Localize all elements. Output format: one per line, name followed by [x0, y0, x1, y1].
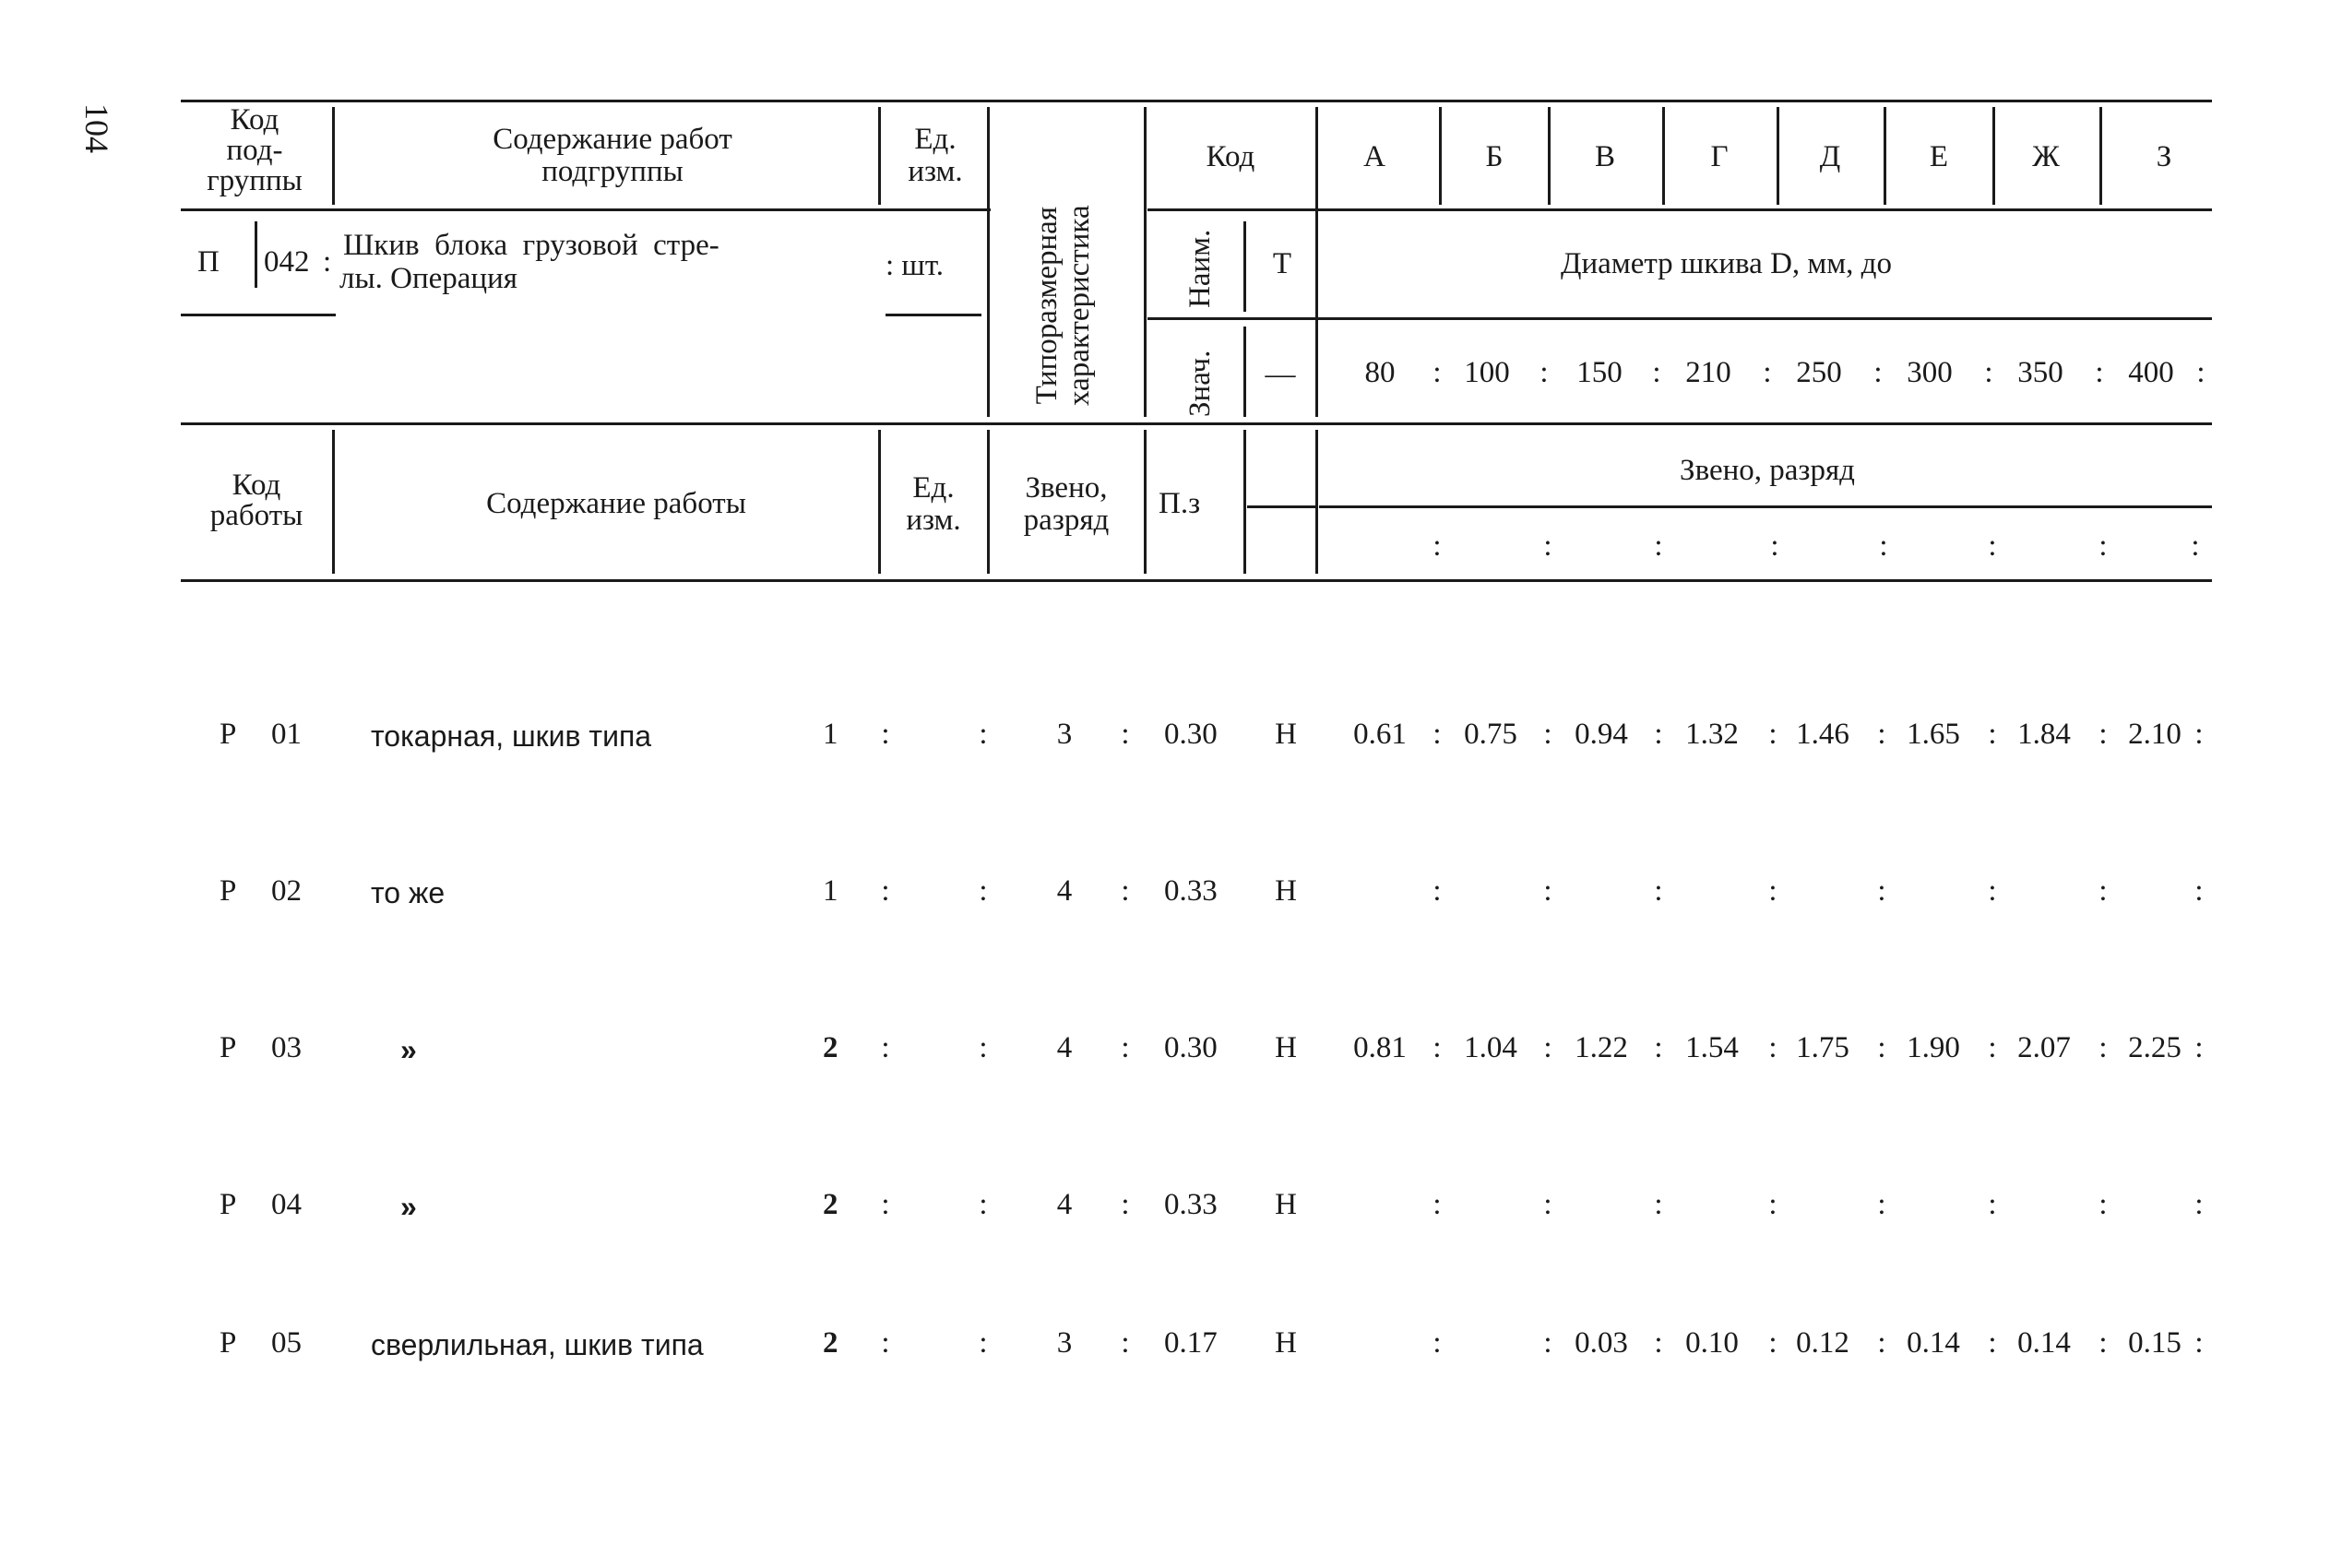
- row-value: 0.81: [1353, 1031, 1407, 1064]
- row-sep: :: [881, 1031, 890, 1064]
- row-pz: 0.17: [1164, 1326, 1218, 1360]
- header2-sep: :: [1879, 529, 1888, 563]
- subgroup-title-line2: лы. Операция: [339, 262, 517, 295]
- row-value-sep: :: [2194, 1326, 2204, 1360]
- row-sep: :: [881, 718, 890, 751]
- diameter-250: 250: [1796, 356, 1842, 389]
- row-value-sep: :: [1988, 1031, 1997, 1064]
- column-header-v: В: [1594, 140, 1616, 173]
- row-value: 0.94: [1575, 718, 1628, 751]
- t-label: Т: [1272, 247, 1292, 280]
- header2-sep: :: [2191, 529, 2200, 563]
- row-quantity: 1: [823, 718, 838, 751]
- subgroup-title-line1: Шкив блока грузовой стре-: [343, 229, 719, 262]
- code-subgroup-label: Код под- группы: [207, 103, 303, 197]
- row-value-sep: :: [2194, 1188, 2204, 1221]
- vrule-e: [1884, 107, 1886, 205]
- row-value-sep: :: [1654, 1188, 1663, 1221]
- row-norm: Н: [1275, 1031, 1297, 1064]
- row-value: 2.10: [2128, 718, 2182, 751]
- row-description: то же: [371, 876, 446, 909]
- row-sep: :: [881, 1188, 890, 1221]
- row-value: 1.04: [1464, 1031, 1517, 1064]
- rule-header2-bottom: [181, 579, 2212, 582]
- content-work-label: Содержание работы: [486, 487, 746, 520]
- row-sep: :: [1121, 874, 1130, 908]
- vrule2-1: [332, 430, 335, 574]
- vrule-znach: [1243, 327, 1246, 417]
- subgroup-letter: П: [197, 245, 220, 279]
- vrule-2: [878, 107, 881, 205]
- diameter-sep: :: [1433, 356, 1442, 389]
- row-rank: 4: [1056, 874, 1073, 908]
- diameter-sep: :: [1652, 356, 1661, 389]
- row-sep: :: [979, 1326, 988, 1360]
- dash-label: —: [1265, 358, 1296, 391]
- row-quantity: 1: [823, 874, 838, 908]
- vrule-a: [1439, 107, 1442, 205]
- row-letter: Р: [220, 718, 237, 751]
- vrule-f: [1992, 107, 1995, 205]
- row-quantity: 2: [823, 1031, 838, 1064]
- row-norm: Н: [1275, 874, 1297, 908]
- row-value-sep: :: [1988, 874, 1997, 908]
- rule-header-mid: [181, 208, 991, 211]
- row-value: 1.46: [1796, 718, 1849, 751]
- vrule2-5: [1243, 430, 1246, 574]
- row-value-sep: :: [1433, 1188, 1442, 1221]
- row-rank: 4: [1056, 1188, 1073, 1221]
- row-description: сверлильная, шкив типа: [371, 1328, 704, 1361]
- row-value: 1.75: [1796, 1031, 1849, 1064]
- row-value-sep: :: [1543, 718, 1552, 751]
- row-value-sep: :: [1654, 718, 1663, 751]
- row-sep: :: [1121, 1326, 1130, 1360]
- diameter-150: 150: [1576, 356, 1623, 389]
- row-value-sep: :: [2194, 874, 2204, 908]
- subgroup-code-colon: :: [323, 245, 332, 279]
- row-pz: 0.30: [1164, 718, 1218, 751]
- row-sep: :: [1121, 718, 1130, 751]
- row-value-sep: :: [1433, 1326, 1442, 1360]
- row-value-sep: :: [1768, 1031, 1777, 1064]
- row-value: 1.54: [1685, 1031, 1739, 1064]
- link-rank-label-2: Звено, разряд: [1680, 454, 1855, 487]
- subgroup-code: 042: [264, 245, 310, 279]
- row-rank: 3: [1056, 718, 1073, 751]
- row-norm: Н: [1275, 1188, 1297, 1221]
- row-value: 0.03: [1575, 1326, 1628, 1360]
- row-sep: :: [979, 874, 988, 908]
- row-value-sep: :: [1654, 1326, 1663, 1360]
- diameter-210: 210: [1685, 356, 1731, 389]
- row-sep: :: [881, 874, 890, 908]
- row-value-sep: :: [2098, 1326, 2108, 1360]
- diameter-300: 300: [1907, 356, 1953, 389]
- row-sep: :: [881, 1326, 890, 1360]
- row-sep: :: [979, 718, 988, 751]
- row-value-sep: :: [1988, 1188, 1997, 1221]
- row-value: 2.07: [2017, 1031, 2071, 1064]
- row-pz: 0.30: [1164, 1031, 1218, 1064]
- row-value-sep: :: [1543, 1326, 1552, 1360]
- vrule-4: [1144, 107, 1147, 417]
- rule-zveno: [1247, 505, 1317, 508]
- row-value-sep: :: [2098, 1188, 2108, 1221]
- row-rank: 4: [1056, 1031, 1073, 1064]
- vrule-g: [2099, 107, 2102, 205]
- row-code: 04: [271, 1188, 302, 1221]
- row-value-sep: :: [1877, 874, 1886, 908]
- row-value: 1.32: [1685, 718, 1739, 751]
- row-value: 2.25: [2128, 1031, 2182, 1064]
- row-value-sep: :: [1543, 1031, 1552, 1064]
- row-code: 03: [271, 1031, 302, 1064]
- znach-label: Знач.: [1183, 350, 1217, 417]
- column-header-zh: Ж: [2032, 140, 2060, 173]
- row-pz: 0.33: [1164, 1188, 1218, 1221]
- row-value-sep: :: [1654, 1031, 1663, 1064]
- rule-header-bottom: [181, 422, 2212, 425]
- row-value: 0.14: [1907, 1326, 1960, 1360]
- vrule-d: [1777, 107, 1779, 205]
- row-value-sep: :: [1543, 1188, 1552, 1221]
- row-description: »: [400, 1033, 417, 1066]
- header2-sep: :: [1654, 529, 1663, 563]
- diameter-sep: :: [1540, 356, 1549, 389]
- row-letter: Р: [220, 1188, 237, 1221]
- row-value-sep: :: [1768, 874, 1777, 908]
- header2-sep: :: [1988, 529, 1997, 563]
- row-sep: :: [1121, 1188, 1130, 1221]
- row-value-sep: :: [2098, 718, 2108, 751]
- vrule-subcode: [255, 221, 257, 288]
- row-value: 1.22: [1575, 1031, 1628, 1064]
- row-code: 05: [271, 1326, 302, 1360]
- rule-code-mid: [1147, 208, 2212, 211]
- row-value-sep: :: [1543, 874, 1552, 908]
- header2-sep: :: [1433, 529, 1442, 563]
- vrule2-4: [1144, 430, 1147, 574]
- row-value: 0.75: [1464, 718, 1517, 751]
- row-value-sep: :: [1433, 1031, 1442, 1064]
- row-value-sep: :: [1433, 874, 1442, 908]
- vrule2-2: [878, 430, 881, 574]
- diameter-80: 80: [1364, 356, 1396, 389]
- row-value-sep: :: [1988, 1326, 1997, 1360]
- pz-label: П.з: [1159, 487, 1201, 520]
- header2-sep: :: [1770, 529, 1779, 563]
- vrule-3: [987, 107, 990, 417]
- diameter-400: 400: [2128, 356, 2174, 389]
- row-description: »: [400, 1190, 417, 1223]
- diameter-sep: :: [1984, 356, 1993, 389]
- diameter-label: Диаметр шкива D, мм, до: [1561, 247, 1892, 280]
- row-sep: :: [1121, 1031, 1130, 1064]
- row-letter: Р: [220, 874, 237, 908]
- vrule2-3: [987, 430, 990, 574]
- row-value-sep: :: [1988, 718, 1997, 751]
- row-value-sep: :: [2194, 1031, 2204, 1064]
- diameter-sep: :: [1763, 356, 1772, 389]
- row-value-sep: :: [1768, 718, 1777, 751]
- row-value: 1.84: [2017, 718, 2071, 751]
- row-value: 0.10: [1685, 1326, 1739, 1360]
- row-value-sep: :: [1433, 718, 1442, 751]
- size-characteristic-label: Типоразмерная характеристика: [1030, 205, 1096, 406]
- rule-unit-short: [886, 314, 981, 316]
- unit-label-2: Ед. изм.: [906, 471, 961, 537]
- row-quantity: 2: [823, 1326, 838, 1360]
- code-work-label: Код работы: [209, 469, 303, 532]
- vrule2-6: [1315, 430, 1318, 574]
- row-pz: 0.33: [1164, 874, 1218, 908]
- row-code: 01: [271, 718, 302, 751]
- rule-naim: [1147, 317, 2212, 320]
- row-norm: Н: [1275, 1326, 1297, 1360]
- row-value: 1.90: [1907, 1031, 1960, 1064]
- row-rank: 3: [1056, 1326, 1073, 1360]
- column-header-d: Д: [1819, 140, 1841, 173]
- row-value-sep: :: [2098, 874, 2108, 908]
- row-value: 0.14: [2017, 1326, 2071, 1360]
- subgroup-unit: : шт.: [886, 249, 945, 282]
- diameter-350: 350: [2017, 356, 2063, 389]
- diameter-100: 100: [1464, 356, 1510, 389]
- row-value-sep: :: [1768, 1188, 1777, 1221]
- row-norm: Н: [1275, 718, 1297, 751]
- row-value-sep: :: [1877, 1326, 1886, 1360]
- row-value-sep: :: [1877, 718, 1886, 751]
- naim-label: Наим.: [1183, 229, 1217, 308]
- row-letter: Р: [220, 1326, 237, 1360]
- unit-label: Ед. изм.: [908, 123, 963, 188]
- row-value-sep: :: [2098, 1031, 2108, 1064]
- content-subgroup-label: Содержание работ подгруппы: [493, 123, 732, 188]
- row-value: 1.65: [1907, 718, 1960, 751]
- row-value: 0.12: [1796, 1326, 1849, 1360]
- link-rank-label: Звено, разряд: [1023, 471, 1110, 537]
- row-value-sep: :: [1654, 874, 1663, 908]
- column-header-b: Б: [1485, 140, 1504, 173]
- column-header-z: З: [2156, 140, 2172, 173]
- rule-subgroup-short: [181, 314, 336, 316]
- row-description: токарная, шкив типа: [371, 719, 652, 753]
- vrule-naim: [1243, 221, 1246, 312]
- row-value-sep: :: [1877, 1031, 1886, 1064]
- row-sep: :: [979, 1031, 988, 1064]
- page-number: 104: [78, 103, 115, 153]
- header2-sep: :: [1543, 529, 1552, 563]
- row-value-sep: :: [1768, 1326, 1777, 1360]
- vrule-b: [1548, 107, 1551, 205]
- code-label: Код: [1206, 140, 1255, 173]
- diameter-sep: :: [2196, 356, 2205, 389]
- rule-zveno-right: [1319, 505, 2212, 508]
- row-value-sep: :: [2194, 718, 2204, 751]
- diameter-sep: :: [2095, 356, 2104, 389]
- column-header-g: Г: [1710, 140, 1729, 173]
- header2-sep: :: [2098, 529, 2108, 563]
- rule-top: [181, 100, 2212, 102]
- column-header-e: Е: [1929, 140, 1949, 173]
- row-value: 0.15: [2128, 1326, 2182, 1360]
- row-letter: Р: [220, 1031, 237, 1064]
- vrule-c: [1662, 107, 1665, 205]
- column-header-a: А: [1363, 140, 1385, 173]
- vrule-5: [1315, 107, 1318, 417]
- diameter-sep: :: [1873, 356, 1883, 389]
- row-sep: :: [979, 1188, 988, 1221]
- row-code: 02: [271, 874, 302, 908]
- row-quantity: 2: [823, 1188, 838, 1221]
- vrule-1: [332, 107, 335, 205]
- row-value: 0.61: [1353, 718, 1407, 751]
- row-value-sep: :: [1877, 1188, 1886, 1221]
